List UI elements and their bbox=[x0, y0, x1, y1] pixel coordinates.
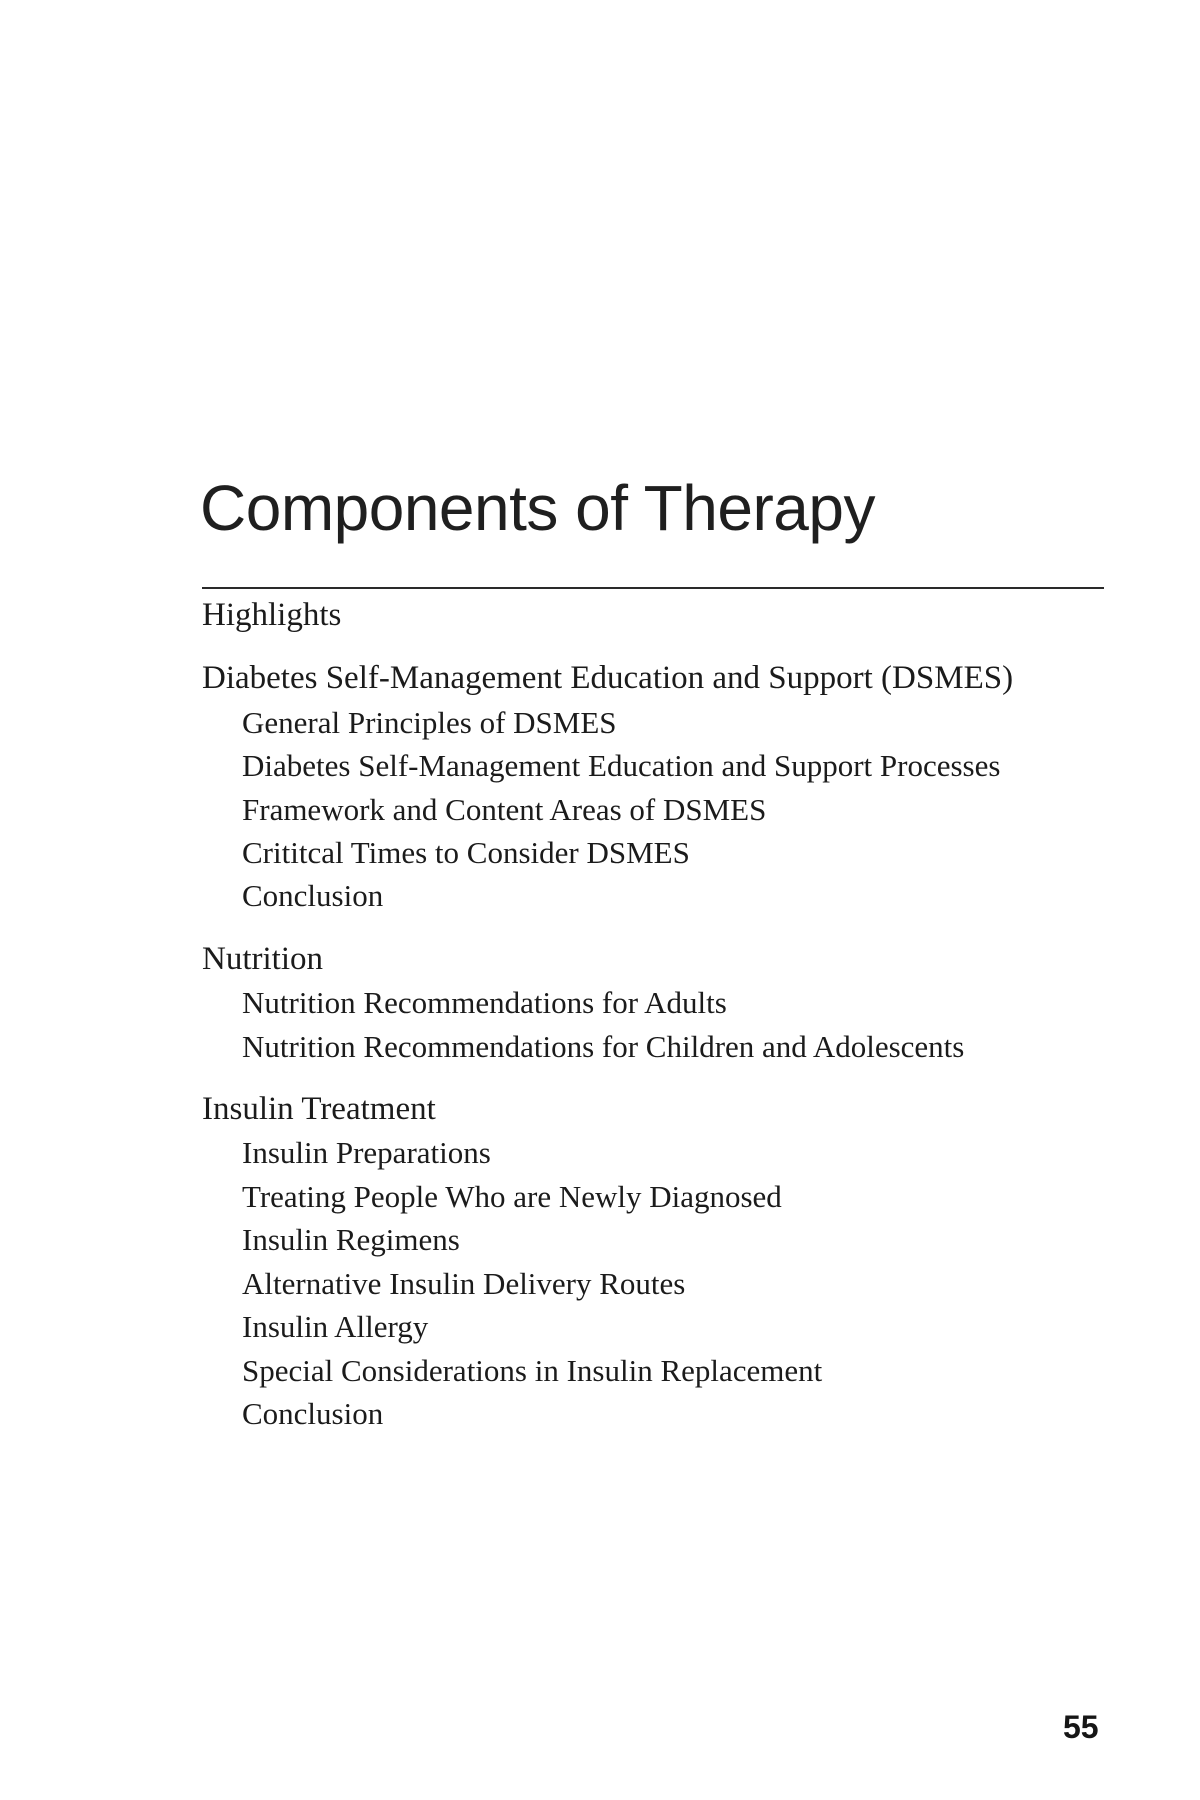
page-title: Components of Therapy bbox=[200, 471, 875, 544]
toc-entry: Framework and Content Areas of DSMES bbox=[242, 791, 767, 827]
toc-entry: Crititcal Times to Consider DSMES bbox=[242, 835, 690, 871]
toc-entry: Conclusion bbox=[242, 878, 384, 914]
toc-entry: Insulin Regimens bbox=[242, 1222, 460, 1258]
toc-section-highlights bbox=[202, 594, 1104, 637]
toc-entry: Insulin Preparations bbox=[242, 1135, 491, 1171]
toc-entry: Nutrition Recommendations for Adults bbox=[242, 985, 727, 1021]
section-heading: Nutrition bbox=[202, 940, 323, 977]
toc-entry: Diabetes Self-Management Education and Support Processes bbox=[242, 748, 1001, 784]
toc-entry: General Principles of DSMES bbox=[242, 704, 617, 740]
section-heading: Insulin Treatment bbox=[202, 1091, 436, 1128]
page-number: 55 bbox=[1063, 1709, 1099, 1745]
section-heading: Highlights bbox=[202, 597, 342, 633]
toc-section-dsmes bbox=[202, 657, 1104, 917]
toc-entry: Special Considerations in Insulin Replacement bbox=[242, 1352, 823, 1388]
toc-entry: Conclusion bbox=[242, 1395, 384, 1431]
toc-section-insulin-treatment bbox=[202, 1088, 1104, 1435]
toc-entry: Alternative Insulin Delivery Routes bbox=[242, 1265, 686, 1301]
section-heading: Diabetes Self-Management Education and Support (DSMES) bbox=[202, 660, 1014, 697]
table-of-contents bbox=[202, 587, 1104, 1435]
toc-entry: Nutrition Recommendations for Children and Adolescents bbox=[242, 1028, 965, 1064]
toc-entry: Insulin Allergy bbox=[242, 1309, 429, 1345]
toc-section-nutrition bbox=[202, 938, 1104, 1068]
toc-entry: Treating People Who are Newly Diagnosed bbox=[242, 1178, 782, 1214]
